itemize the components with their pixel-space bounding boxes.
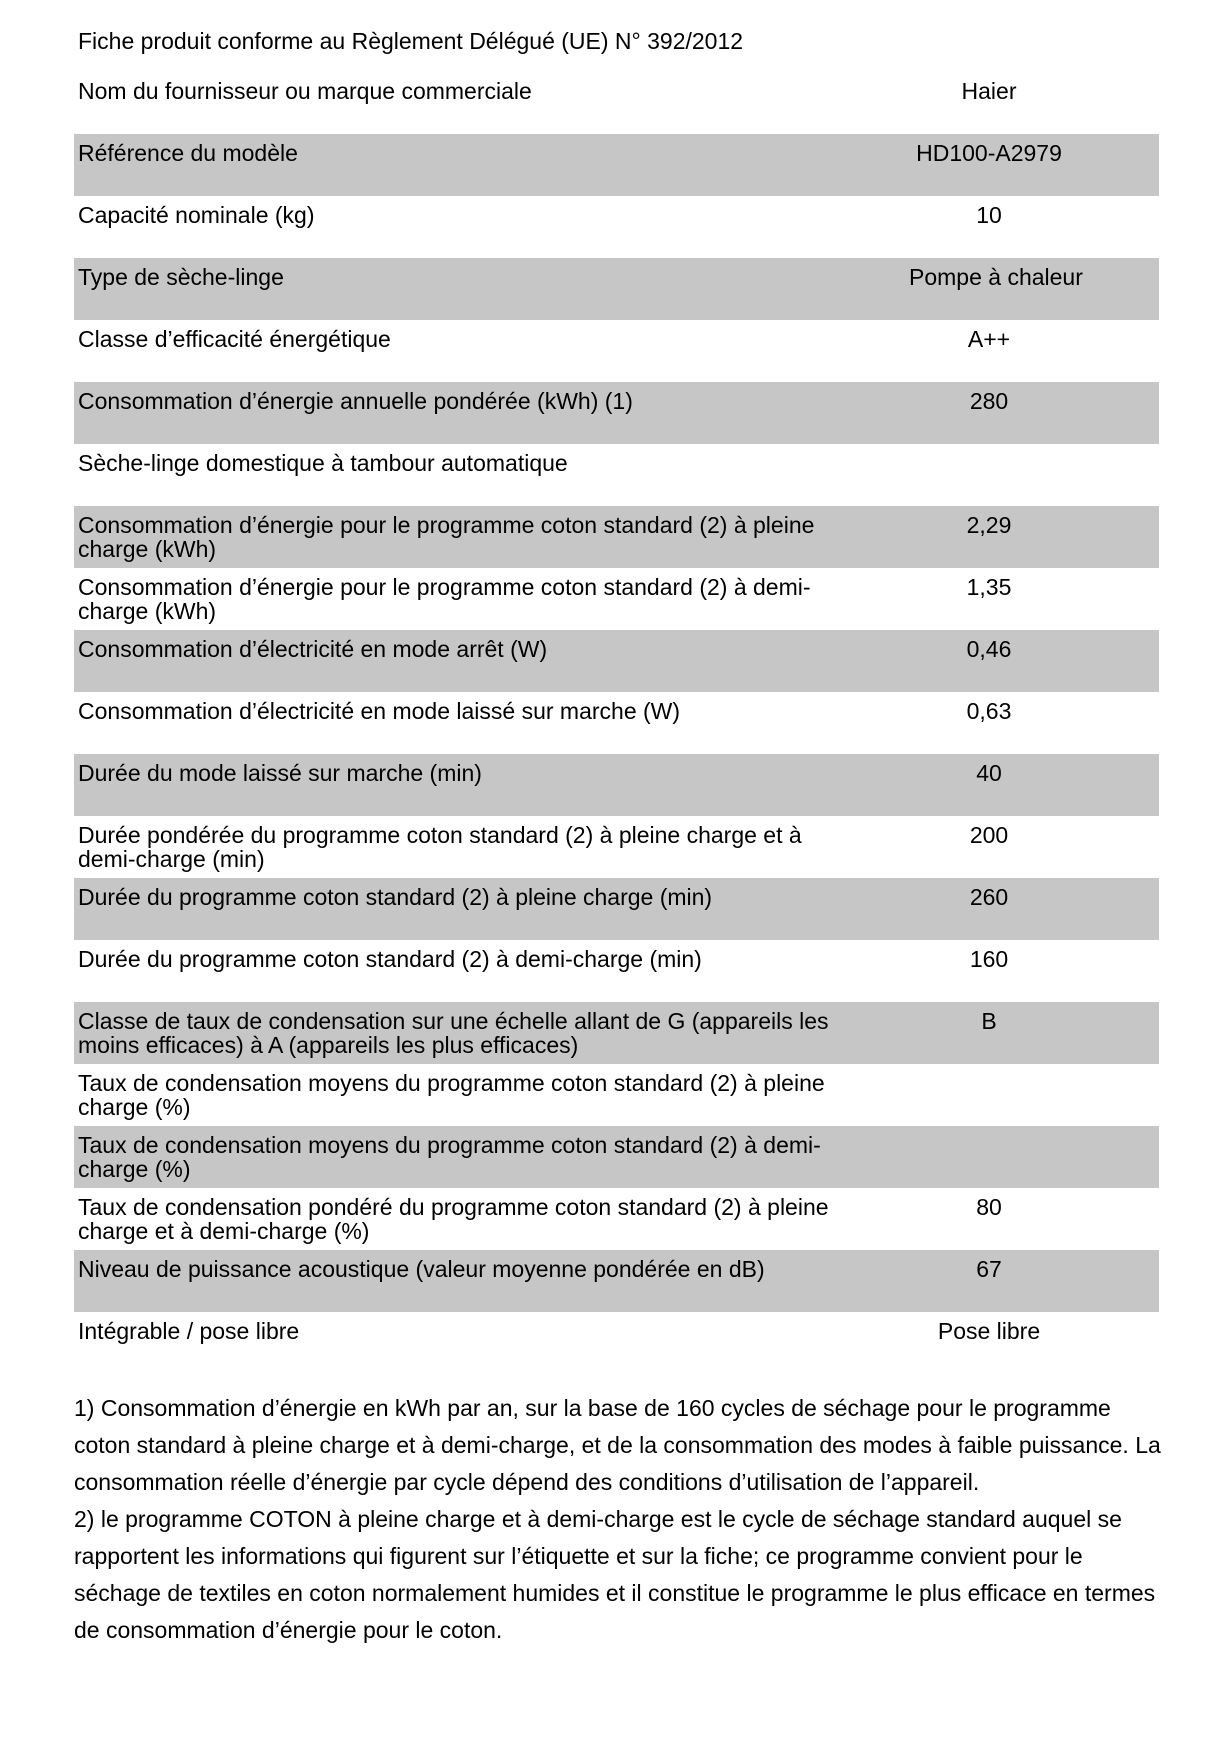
row-label: Classe d’efficacité énergétique (78, 326, 391, 352)
row-label: Taux de condensation moyens du programme coton standard (2) à demi-charge (%) (78, 1132, 821, 1182)
row-label: Consommation d’énergie pour le programme coton standard (2) à pleine charge (kWh) (78, 512, 815, 562)
table-row (74, 196, 1159, 258)
table-row (74, 816, 1159, 878)
spec-table (74, 72, 1159, 1374)
table-row (74, 940, 1159, 1002)
row-label: Durée du mode laissé sur marche (min) (78, 760, 482, 786)
table-row (74, 382, 1159, 444)
table-row (74, 692, 1159, 754)
table-row (74, 1312, 1159, 1374)
table-row (74, 72, 1159, 134)
table-row (74, 568, 1159, 630)
row-label: Capacité nominale (kg) (78, 202, 315, 228)
row-value: Pose libre (937, 1318, 1041, 1344)
row-value: 1,35 (966, 574, 1012, 600)
row-value: HD100-A2979 (916, 140, 1062, 166)
row-label: Niveau de puissance acoustique (valeur moyenne pondérée en dB) (78, 1256, 765, 1282)
row-value: 80 (976, 1194, 1002, 1220)
row-value: 260 (969, 884, 1009, 910)
table-row (74, 258, 1159, 320)
row-value: Haier (961, 78, 1017, 104)
row-value: 40 (976, 760, 1002, 786)
row-value: B (981, 1008, 997, 1034)
table-row (74, 878, 1159, 940)
row-label: Classe de taux de condensation sur une échelle allant de G (appareils les moins efficaces) à A (appareils les plus efficaces) (78, 1008, 829, 1058)
table-row (74, 320, 1159, 382)
row-value: 200 (969, 822, 1009, 848)
row-label: Durée du programme coton standard (2) à demi-charge (min) (78, 946, 702, 972)
table-row (74, 1064, 1159, 1126)
table-row (74, 506, 1159, 568)
table-row (74, 754, 1159, 816)
row-label: Sèche-linge domestique à tambour automatique (78, 450, 568, 476)
document-title: Fiche produit conforme au Règlement Délégué (UE) N° 392/2012 (78, 28, 744, 54)
footnote: 2) le programme COTON à pleine charge et à demi-charge est le cycle de séchage standard auquel se rapportent les informations qui figurent sur l’étiquette et sur la fiche; ce programme convient pour le séchage de textiles en coton normalement humides et il constitue le programme le plus efficace en termes de consommation d’énergie pour le coton. (74, 1506, 1156, 1643)
footnote: 1) Consommation d’énergie en kWh par an, sur la base de 160 cycles de séchage pour le programme coton standard à pleine charge et à demi-charge, et de la consommation des modes à faible puissance. La consommation réelle d’énergie par cycle dépend des conditions d’utilisation de l’appareil. (74, 1395, 1161, 1495)
row-value: A++ (967, 326, 1011, 352)
row-label: Consommation d’énergie annuelle pondérée (kWh) (1) (78, 388, 633, 414)
row-value: 2,29 (966, 512, 1012, 538)
table-row (74, 1126, 1159, 1188)
row-label: Taux de condensation pondéré du programme coton standard (2) à pleine charge et à demi-charge (%) (78, 1194, 829, 1244)
row-label: Intégrable / pose libre (78, 1318, 300, 1344)
table-row (74, 1250, 1159, 1312)
footnotes (74, 1390, 1164, 1649)
row-value: 67 (976, 1256, 1002, 1282)
row-label: Durée du programme coton standard (2) à pleine charge (min) (78, 884, 713, 910)
row-label: Consommation d’électricité en mode laissé sur marche (W) (78, 698, 681, 724)
row-value: 0,63 (966, 698, 1012, 724)
row-label: Consommation d’énergie pour le programme coton standard (2) à demi-charge (kWh) (78, 574, 811, 624)
row-label: Durée pondérée du programme coton standard (2) à pleine charge et à demi-charge (min) (78, 822, 802, 872)
table-row (74, 1002, 1159, 1064)
row-value: 10 (976, 202, 1002, 228)
row-label: Type de sèche-linge (78, 264, 284, 290)
row-label: Taux de condensation moyens du programme coton standard (2) à pleine charge (%) (78, 1070, 825, 1120)
row-label: Nom du fournisseur ou marque commerciale (78, 78, 532, 104)
row-value: 280 (969, 388, 1009, 414)
row-label: Consommation d’électricité en mode arrêt (W) (78, 636, 548, 662)
table-row (74, 630, 1159, 692)
table-row (74, 1188, 1159, 1250)
table-row (74, 444, 1159, 506)
row-label: Référence du modèle (78, 140, 298, 166)
row-value: Pompe à chaleur (909, 264, 1083, 290)
table-row (74, 134, 1159, 196)
row-value: 0,46 (966, 636, 1012, 662)
row-value: 160 (969, 946, 1009, 972)
